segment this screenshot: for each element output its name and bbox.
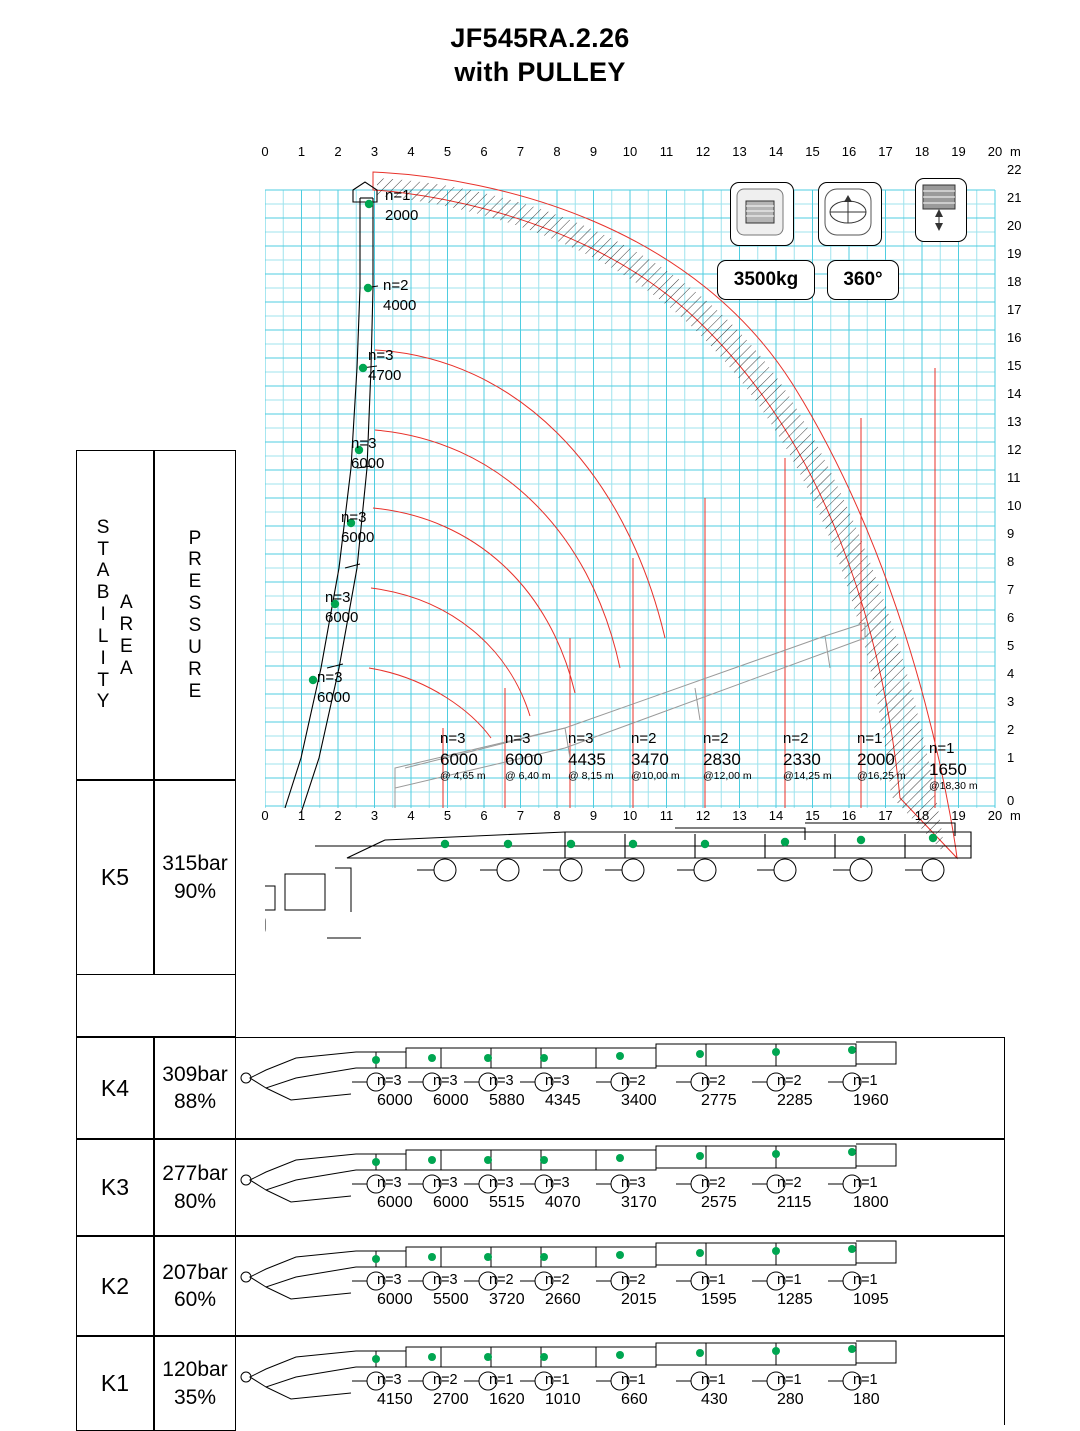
k3-n-2: n=3 (433, 1175, 458, 1191)
x-tick-bottom-3: 3 (370, 808, 379, 823)
k4-label: K4 (100, 1074, 130, 1101)
k5-radius-3: @ 8,15 m (568, 770, 614, 782)
k1-load-4 (545, 1371, 581, 1411)
k3-load-8 (853, 1174, 889, 1214)
k3-load-value-2: 6000 (433, 1193, 469, 1211)
k4-n-4: n=3 (545, 1073, 570, 1089)
k3-n-1: n=3 (377, 1175, 402, 1191)
k3-load-value-8: 1800 (853, 1193, 889, 1211)
rotation-badge (827, 260, 899, 300)
k3-n-5: n=3 (621, 1175, 646, 1191)
k2-load-value-6: 1595 (701, 1290, 737, 1308)
outrigger-icon-box (730, 182, 794, 246)
x-tick-7: 7 (516, 144, 525, 159)
x-tick-1: 1 (297, 144, 306, 159)
k1-n-1: n=3 (377, 1372, 402, 1388)
x-tick-12: 12 (695, 144, 711, 159)
rotation-badge-label: 360° (843, 269, 883, 290)
k2-n-6: n=1 (701, 1272, 726, 1288)
k1-n-8: n=1 (853, 1372, 878, 1388)
table-row-k5-name (76, 780, 154, 975)
x-tick-0: 0 (261, 144, 269, 159)
k5-load-col-2 (505, 730, 551, 783)
y-tick-0: 0 (1007, 793, 1015, 808)
k3-n-7: n=2 (777, 1175, 802, 1191)
y-tick-19: 19 (1007, 246, 1022, 261)
x-tick-bottom-17: 17 (878, 808, 893, 823)
y-tick-16: 16 (1007, 330, 1022, 345)
k3-load-value-5: 3170 (621, 1193, 657, 1211)
x-tick-bottom-0: 0 (261, 808, 269, 823)
k1-pressure: 120bar (162, 1358, 228, 1382)
k3-load-1 (377, 1174, 413, 1214)
k1-n-2: n=2 (433, 1372, 458, 1388)
k5-n-2: n=3 (505, 730, 531, 747)
stability-pressure-table (76, 450, 236, 1425)
config-row-k3 (236, 1139, 1005, 1236)
y-tick-20: 20 (1007, 218, 1022, 233)
k2-pressure: 207bar (162, 1260, 228, 1284)
x-tick-bottom-19: 19 (951, 808, 966, 823)
vertical-load-label-2 (383, 276, 416, 315)
k4-load-value-6: 2775 (701, 1091, 737, 1109)
x-tick-15: 15 (805, 144, 820, 159)
k5-load-1: 6000 (440, 749, 478, 769)
y-tick-15: 15 (1007, 358, 1022, 373)
area-word: A R E A (119, 592, 134, 679)
vertical-load-label-6 (325, 588, 358, 627)
k3-load-2 (433, 1174, 469, 1214)
k4-load-value-5: 3400 (621, 1091, 657, 1109)
k1-load-value-4: 1010 (545, 1390, 581, 1408)
x-tick-bottom-6: 6 (480, 808, 488, 823)
k4-n-7: n=2 (777, 1073, 802, 1089)
vertical-load-n-3: n=3 (368, 347, 394, 364)
k4-n-6: n=2 (701, 1073, 726, 1089)
k1-load-7 (777, 1371, 804, 1411)
k4-n-8: n=1 (853, 1073, 878, 1089)
x-tick-bottom-9: 9 (589, 808, 598, 823)
x-tick-bottom-15: 15 (805, 808, 820, 823)
k3-load-value-1: 6000 (377, 1193, 413, 1211)
x-tick-6: 6 (480, 144, 488, 159)
k4-n-1: n=3 (377, 1073, 402, 1089)
k5-percent: 90% (173, 879, 216, 903)
k3-n-3: n=3 (489, 1175, 514, 1191)
k3-load-6 (701, 1174, 737, 1214)
rotation-icon (819, 183, 877, 241)
x-tick-2: 2 (334, 144, 342, 159)
title-line-2: with PULLEY (454, 56, 626, 87)
x-tick-10: 10 (622, 144, 638, 159)
k1-load-value-7: 280 (777, 1390, 804, 1408)
k1-n-4: n=1 (545, 1372, 570, 1388)
table-row-k4-name (76, 1037, 154, 1139)
k1-percent: 35% (173, 1385, 216, 1409)
vertical-load-value-2: 4000 (383, 296, 417, 314)
vertical-load-label-1 (385, 186, 418, 225)
x-axis-unit-top: m (1010, 144, 1021, 159)
x-tick-16: 16 (841, 144, 857, 159)
y-tick-4: 4 (1007, 666, 1015, 681)
k2-n-8: n=1 (853, 1272, 878, 1288)
table-row-k1-name (76, 1336, 154, 1431)
k3-load-value-3: 5515 (489, 1193, 525, 1211)
k1-n-6: n=1 (701, 1372, 726, 1388)
k2-percent: 60% (173, 1288, 216, 1311)
vertical-load-n-5: n=3 (341, 509, 367, 526)
winch-icon-box (915, 178, 967, 242)
rotation-icon-box (818, 182, 882, 246)
y-tick-22: 22 (1007, 162, 1022, 177)
k1-load-6 (701, 1371, 728, 1411)
capacity-badge-label: 3500kg (733, 269, 799, 290)
k2-load-value-8: 1095 (853, 1290, 889, 1308)
vertical-load-label-5 (341, 508, 374, 547)
config-row-k2 (236, 1236, 1005, 1336)
x-tick-11: 11 (659, 144, 674, 159)
k2-n-5: n=2 (621, 1272, 646, 1288)
k5-pressure: 315bar (162, 852, 228, 876)
x-tick-bottom-1: 1 (297, 808, 306, 823)
k1-load-5 (621, 1371, 648, 1411)
k5-radius-8: @18,30 m (929, 780, 978, 792)
tracked-carrier (265, 845, 361, 938)
k1-n-7: n=1 (777, 1372, 802, 1388)
k4-n-3: n=3 (489, 1073, 514, 1089)
k2-load-value-7: 1285 (777, 1290, 813, 1308)
k5-load-8: 1650 (929, 759, 967, 779)
y-tick-9: 9 (1007, 526, 1015, 541)
k4-load-3 (489, 1072, 525, 1112)
x-tick-bottom-14: 14 (768, 808, 784, 823)
y-tick-2: 2 (1007, 722, 1015, 737)
k5-n-3: n=3 (568, 730, 594, 747)
k2-load-1 (377, 1271, 413, 1311)
k5-load-7: 2000 (857, 749, 895, 769)
extended-boom (315, 823, 971, 858)
x-tick-5: 5 (443, 144, 452, 159)
x-tick-bottom-4: 4 (407, 808, 415, 823)
k3-load-value-4: 4070 (545, 1193, 581, 1211)
k2-n-2: n=3 (433, 1272, 458, 1288)
k5-n-8: n=1 (929, 740, 955, 757)
x-tick-3: 3 (370, 144, 379, 159)
x-tick-bottom-18: 18 (914, 808, 930, 823)
k5-n-7: n=1 (857, 730, 883, 747)
k3-percent: 80% (173, 1189, 216, 1213)
k1-n-5: n=1 (621, 1372, 646, 1388)
k4-n-5: n=2 (621, 1073, 646, 1089)
table-row-k3-name (76, 1139, 154, 1236)
y-tick-3: 3 (1007, 694, 1015, 709)
x-tick-13: 13 (732, 144, 747, 159)
k5-load-6: 2330 (783, 749, 821, 769)
k5-load-col-1 (440, 730, 486, 783)
k4-load-value-3: 5880 (489, 1091, 525, 1109)
k3-n-4: n=3 (545, 1175, 570, 1191)
k5-label: K5 (100, 864, 130, 891)
vertical-load-n-4: n=3 (351, 435, 377, 452)
x-tick-4: 4 (407, 144, 415, 159)
k3-load-5 (621, 1174, 657, 1214)
x-tick-bottom-16: 16 (841, 808, 857, 823)
x-tick-19: 19 (951, 144, 966, 159)
x-tick-14: 14 (768, 144, 784, 159)
k4-load-value-4: 4345 (545, 1091, 581, 1109)
k5-n-5: n=2 (703, 730, 729, 747)
k3-load-4 (545, 1174, 581, 1214)
k4-load-value-7: 2285 (777, 1091, 813, 1109)
k4-load-5 (621, 1072, 657, 1112)
k5-load-5: 2830 (703, 749, 741, 769)
x-tick-bottom-8: 8 (553, 808, 561, 823)
vertical-load-value-5: 6000 (341, 528, 375, 546)
k2-load-value-2: 5500 (433, 1290, 469, 1308)
k2-n-3: n=2 (489, 1272, 514, 1288)
k2-load-value-4: 2660 (545, 1290, 581, 1308)
x-tick-bottom-7: 7 (516, 808, 525, 823)
k5-load-col-4 (631, 730, 680, 783)
k3-n-6: n=2 (701, 1175, 726, 1191)
k4-load-7 (777, 1072, 813, 1112)
vertical-load-n-6: n=3 (325, 589, 351, 606)
x-tick-bottom-2: 2 (334, 808, 342, 823)
x-axis-unit-bottom: m (1010, 808, 1021, 823)
x-tick-bottom-20: 20 (987, 808, 1003, 823)
k5-load-col-5 (703, 730, 752, 783)
k5-load-3: 4435 (568, 749, 606, 769)
k2-load-value-1: 6000 (377, 1290, 413, 1308)
k5-load-2: 6000 (505, 749, 543, 769)
k5-load-col-7 (857, 730, 906, 783)
config-row-k4 (236, 1037, 1005, 1139)
k3-load-value-6: 2575 (701, 1193, 737, 1211)
k1-load-1 (377, 1371, 413, 1411)
k3-label: K3 (100, 1174, 130, 1201)
table-row-k4-pressure (154, 1037, 236, 1139)
x-tick-17: 17 (878, 144, 893, 159)
y-tick-6: 6 (1007, 610, 1015, 625)
y-tick-7: 7 (1007, 582, 1015, 597)
x-tick-8: 8 (553, 144, 561, 159)
k4-load-value-1: 6000 (377, 1091, 413, 1109)
config-row-k1 (236, 1336, 1005, 1425)
k5-load-col-3 (568, 730, 614, 783)
y-tick-14: 14 (1007, 386, 1022, 401)
x-tick-18: 18 (914, 144, 930, 159)
k1-load-value-8: 180 (853, 1390, 880, 1408)
y-tick-5: 5 (1007, 638, 1015, 653)
k2-load-7 (777, 1271, 813, 1311)
k2-load-5 (621, 1271, 657, 1311)
k4-load-6 (701, 1072, 737, 1112)
vertical-load-value-6: 6000 (325, 608, 359, 626)
table-row-k3-pressure (154, 1139, 236, 1236)
k2-load-8 (853, 1271, 889, 1311)
k4-load-8 (853, 1072, 889, 1112)
table-row-k5-pressure (154, 780, 236, 975)
y-tick-8: 8 (1007, 554, 1015, 569)
vertical-load-n-1: n=1 (385, 187, 411, 204)
k5-n-6: n=2 (783, 730, 809, 747)
pressure-word: P R E S S U R E (188, 527, 202, 702)
k2-load-value-5: 2015 (621, 1290, 657, 1308)
table-header-pressure (154, 450, 236, 780)
vertical-load-label-7 (317, 668, 350, 707)
y-tick-13: 13 (1007, 414, 1022, 429)
k1-load-3 (489, 1371, 525, 1411)
k2-load-4 (545, 1271, 581, 1311)
x-tick-bottom-12: 12 (695, 808, 711, 823)
k2-n-7: n=1 (777, 1272, 802, 1288)
y-tick-17: 17 (1007, 302, 1022, 317)
k5-radius-1: @ 4,65 m (440, 770, 486, 782)
table-header-stability (76, 450, 154, 780)
y-tick-10: 10 (1007, 498, 1022, 513)
k5-n-1: n=3 (440, 730, 466, 747)
k1-load-value-3: 1620 (489, 1390, 525, 1408)
x-tick-bottom-10: 10 (622, 808, 638, 823)
y-tick-21: 21 (1007, 190, 1022, 205)
k4-n-2: n=3 (433, 1073, 458, 1089)
k3-pressure: 277bar (162, 1162, 228, 1186)
vertical-load-n-7: n=3 (317, 669, 343, 686)
k1-load-8 (853, 1371, 880, 1411)
k1-load-2 (433, 1371, 469, 1411)
winch-icon (916, 179, 962, 237)
y-tick-18: 18 (1007, 274, 1022, 289)
vertical-load-value-4: 6000 (351, 454, 385, 472)
x-tick-20: 20 (987, 144, 1003, 159)
k5-radius-7: @16,25 m (857, 770, 906, 782)
page-title (0, 22, 1080, 90)
k2-load-value-3: 3720 (489, 1290, 525, 1308)
k4-pressure: 309bar (162, 1062, 228, 1086)
vertical-load-n-2: n=2 (383, 277, 409, 294)
k5-radius-5: @12,00 m (703, 770, 752, 782)
k4-load-value-2: 6000 (433, 1091, 469, 1109)
vertical-load-value-1: 2000 (385, 206, 419, 224)
x-tick-bottom-13: 13 (732, 808, 747, 823)
vertical-load-label-4 (351, 434, 384, 473)
vertical-load-value-3: 4700 (368, 366, 402, 384)
k1-n-3: n=1 (489, 1372, 514, 1388)
k4-load-4 (545, 1072, 581, 1112)
k5-radius-2: @ 6,40 m (505, 770, 551, 782)
y-tick-1: 1 (1007, 750, 1015, 765)
k5-n-4: n=2 (631, 730, 657, 747)
k1-load-value-2: 2700 (433, 1390, 469, 1408)
y-tick-11: 11 (1007, 470, 1021, 485)
k3-n-8: n=1 (853, 1175, 878, 1191)
k2-load-3 (489, 1271, 525, 1311)
table-row-k2-name (76, 1236, 154, 1336)
table-spacer-k5 (76, 975, 236, 1037)
k5-radius-6: @14,25 m (783, 770, 832, 782)
vertical-load-label-3 (368, 346, 401, 385)
x-tick-9: 9 (589, 144, 598, 159)
k1-label: K1 (100, 1370, 130, 1397)
k2-n-1: n=3 (377, 1272, 402, 1288)
load-chart-diagram (261, 144, 1022, 968)
k2-n-4: n=2 (545, 1272, 570, 1288)
k1-load-value-1: 4150 (377, 1390, 413, 1408)
k5-load-col-6 (783, 730, 832, 783)
outrigger-pad-icon (731, 183, 789, 241)
k3-load-value-7: 2115 (777, 1193, 812, 1211)
k2-load-6 (701, 1271, 737, 1311)
k3-load-3 (489, 1174, 525, 1214)
k2-load-2 (433, 1271, 469, 1311)
capacity-badge (717, 260, 815, 300)
k5-load-col-8 (929, 740, 978, 793)
k5-load-4: 3470 (631, 749, 669, 769)
k1-load-value-6: 430 (701, 1390, 728, 1408)
k4-percent: 88% (173, 1090, 216, 1113)
x-tick-bottom-5: 5 (443, 808, 452, 823)
stability-word: S T A B I L I T Y (96, 516, 110, 713)
k2-label: K2 (100, 1272, 130, 1299)
k4-load-1 (377, 1072, 413, 1112)
title-line-1: JF545RA.2.26 (450, 23, 630, 53)
k1-load-value-5: 660 (621, 1390, 648, 1408)
vertical-load-value-7: 6000 (317, 688, 351, 706)
table-row-k2-pressure (154, 1236, 236, 1336)
k4-load-2 (433, 1072, 469, 1112)
k3-load-7 (777, 1174, 811, 1214)
y-tick-12: 12 (1007, 442, 1022, 457)
x-tick-bottom-11: 11 (659, 808, 674, 823)
table-row-k1-pressure (154, 1336, 236, 1431)
k4-load-value-8: 1960 (853, 1091, 889, 1109)
k5-radius-4: @10,00 m (631, 770, 680, 782)
